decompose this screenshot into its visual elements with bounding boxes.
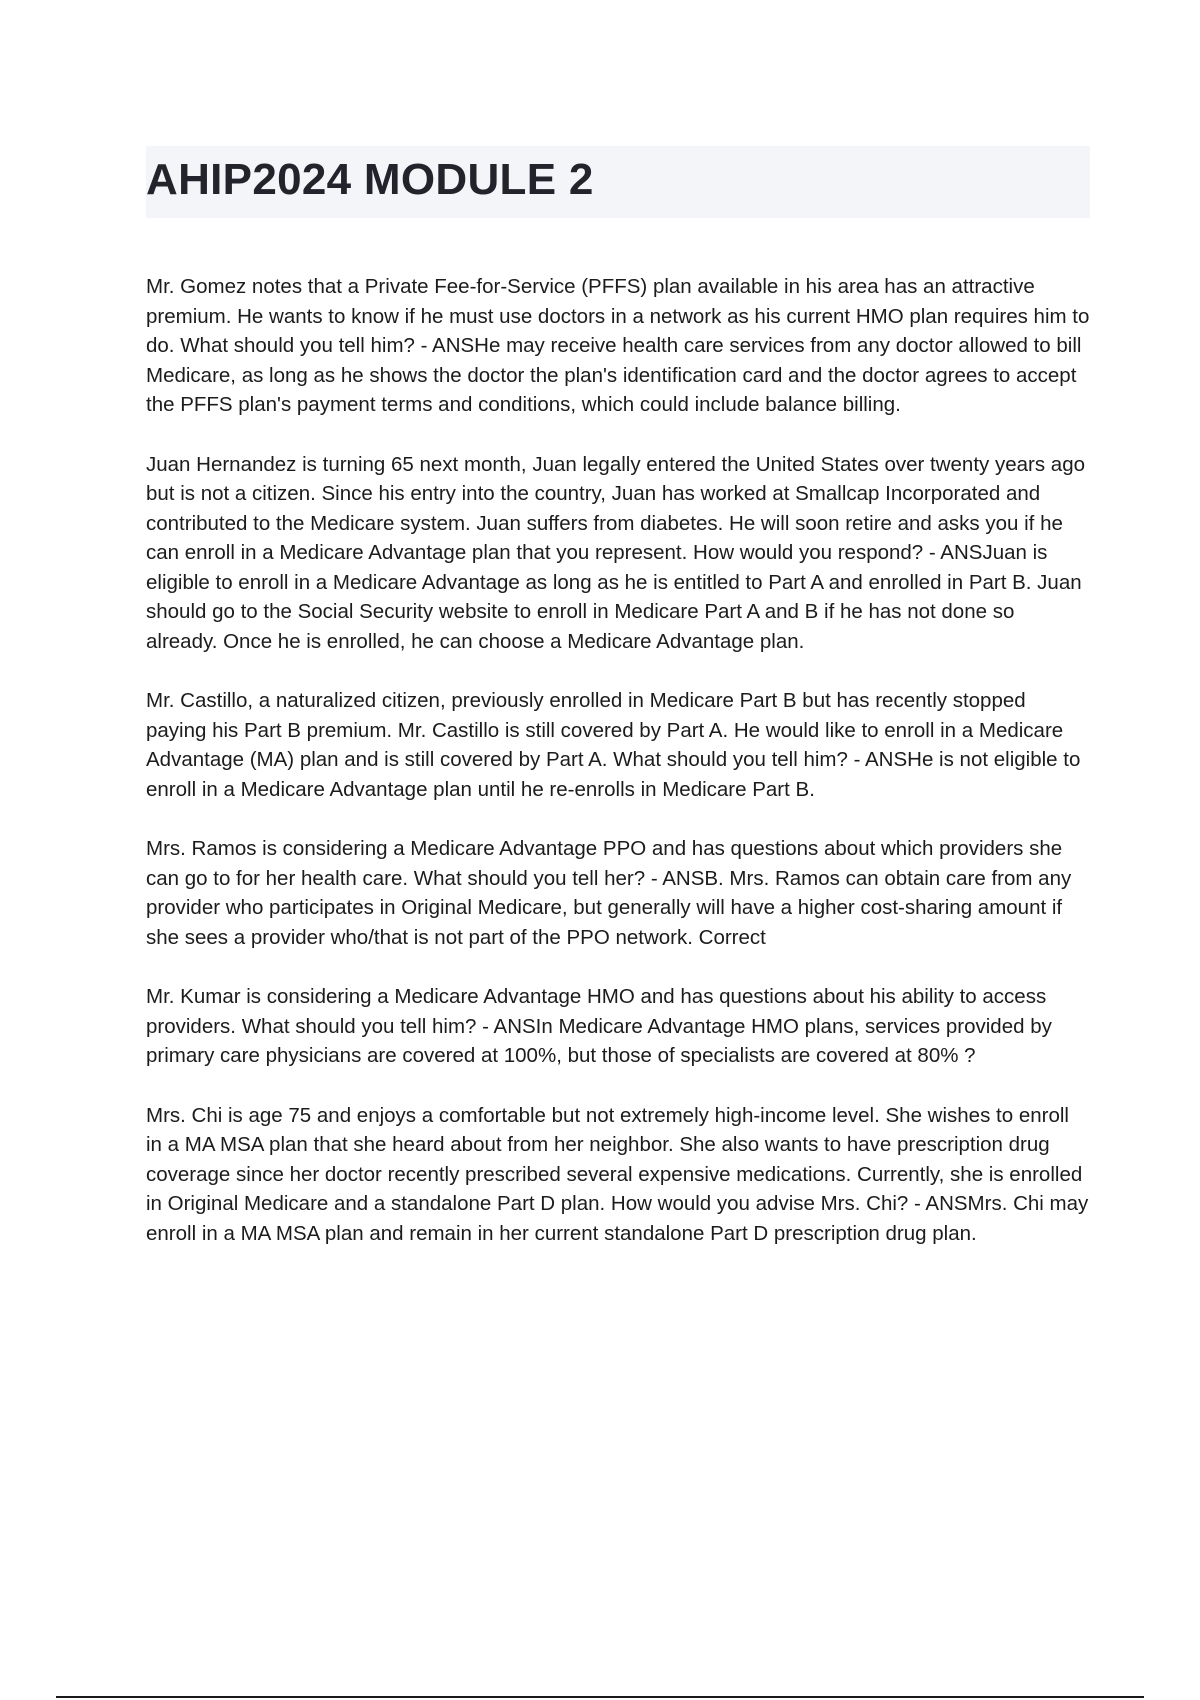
qa-item-castillo [146,686,1090,804]
answer-text: ANSMrs. Chi may enroll in a MA MSA plan and remain in her current standalone Part D prescription drug plan. [146,1192,1089,1245]
footer-divider [56,1696,1144,1698]
question-text: Mrs. Chi is age 75 and enjoys a comfortable but not extremely high-income level. She wishes to enroll in a MA MSA plan that she heard about from her neighbor. She also wants to have prescription drug coverage since her doctor recently prescribed several expensive medications. Currently, she is enrolled in Original Medicare and a standalone Part D plan. How would you advise Mrs. Chi? - [146,1103,1083,1215]
qa-item-ramos [146,834,1090,952]
title-banner [146,146,1090,218]
page-title: AHIP2024 MODULE 2 [146,155,594,204]
question-text: Mr. Gomez notes that a Private Fee-for-Service (PFFS) plan available in his area has an attractive premium. He wants to know if he must use doctors in a network as his current HMO plan requires him to do. What should you tell him? - [146,275,1090,357]
answer-text: ANSIn Medicare Advantage HMO plans, services provided by primary care physicians are covered at 100%, but those of specialists are covered at 80% ? [146,1014,1052,1067]
question-text: Juan Hernandez is turning 65 next month, Juan legally entered the United States over twenty years ago but is not a citizen. Since his entry into the country, Juan has worked at Smallcap Incorporated and contributed to the Medicare system. Juan suffers from diabetes. He will soon retire and asks you if he can enroll in a Medicare Advantage plan that you represent. How would you respond? - [146,452,1086,564]
answer-text: ANSHe may receive health care services from any doctor allowed to bill Medicare, as long as he shows the doctor the plan's identification card and the doctor agrees to accept the PFFS plan's payment terms and conditions, which could include balance billing. [146,334,1082,416]
question-text: Mr. Castillo, a naturalized citizen, previously enrolled in Medicare Part B but has recently stopped paying his Part B premium. Mr. Castillo is still covered by Part A. He would like to enroll in a Medicare Advantage (MA) plan and is still covered by Part A. What should you tell him? - [146,689,1064,771]
answer-text: ANSB. Mrs. Ramos can obtain care from any provider who participates in Original Medicare, but generally will have a higher cost-sharing amount if she sees a provider who/that is not part of the PPO network. Correct [146,866,1072,949]
answer-text: ANSJuan is eligible to enroll in a Medicare Advantage as long as he is entitled to Part A and enrolled in Part B. Juan should go to the Social Security website to enroll in Medicare Part A and B if he has not done so already. Once he is enrolled, he can choose a Medicare Advantage plan. [146,541,1082,653]
qa-item-chi [146,1101,1090,1249]
qa-item-gomez [146,272,1090,420]
answer-text: ANSHe is not eligible to enroll in a Medicare Advantage plan until he re-enrolls in Medicare Part B. [146,748,1081,801]
qa-item-hernandez [146,450,1090,657]
qa-item-kumar [146,982,1090,1071]
question-text: Mr. Kumar is considering a Medicare Advantage HMO and has questions about his ability to access providers. What should you tell him? - [146,985,1047,1038]
question-text: Mrs. Ramos is considering a Medicare Advantage PPO and has questions about which providers she can go to for her health care. What should you tell her? - [146,837,1063,890]
qa-list [146,272,1090,1278]
